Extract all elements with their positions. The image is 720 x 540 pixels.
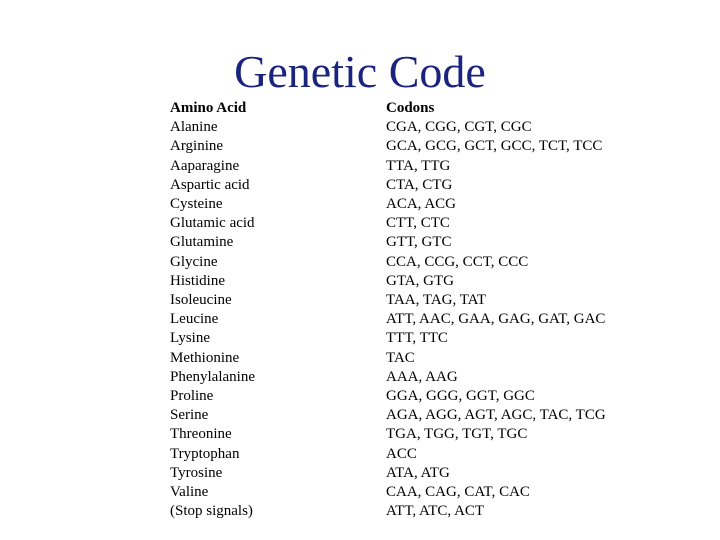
amino-acid-cell: Glutamic acid bbox=[170, 215, 255, 232]
codons-cell: TTA, TTG bbox=[386, 157, 451, 174]
amino-acid-cell: Alanine bbox=[170, 119, 218, 136]
amino-acid-cell: Tyrosine bbox=[170, 464, 223, 481]
codons-cell: GTA, GTG bbox=[386, 272, 454, 289]
amino-acid-cell: Aspartic acid bbox=[170, 176, 250, 193]
codons-cell: TAC bbox=[386, 349, 415, 366]
amino-acid-header: Amino Acid bbox=[170, 100, 247, 116]
codons-cell: ATA, ATG bbox=[386, 464, 450, 481]
codons-cell: ACA, ACG bbox=[386, 196, 457, 213]
codons-cell: GCA, GCG, GCT, GCC, TCT, TCC bbox=[386, 138, 603, 155]
codons-cell: ATT, AAC, GAA, GAG, GAT, GAC bbox=[386, 311, 606, 328]
amino-acid-cell: Serine bbox=[170, 407, 209, 424]
amino-acid-cell: Leucine bbox=[170, 311, 219, 328]
codons-cell: AAA, AAG bbox=[386, 368, 458, 385]
amino-acid-cell: Histidine bbox=[170, 272, 225, 289]
amino-acid-cell: Isoleucine bbox=[170, 292, 232, 309]
codons-cell: TAA, TAG, TAT bbox=[386, 292, 487, 309]
amino-acid-cell: Proline bbox=[170, 388, 214, 405]
amino-acid-cell: (Stop signals) bbox=[170, 503, 253, 520]
amino-acid-cell: Methionine bbox=[170, 349, 240, 366]
codons-cell: ACC bbox=[386, 445, 417, 462]
codons-header: Codons bbox=[386, 100, 435, 116]
codons-cell: GTT, GTC bbox=[386, 234, 452, 251]
amino-acid-cell: Valine bbox=[170, 484, 209, 501]
codons-cell: CAA, CAG, CAT, CAC bbox=[386, 484, 530, 501]
codons-cell: GGA, GGG, GGT, GGC bbox=[386, 388, 535, 405]
codons-cell: AGA, AGG, AGT, AGC, TAC, TCG bbox=[386, 407, 606, 424]
amino-acid-cell: Lysine bbox=[170, 330, 210, 347]
amino-acid-cell: Glutamine bbox=[170, 234, 234, 251]
codons-cell: CCA, CCG, CCT, CCC bbox=[386, 253, 529, 270]
amino-acid-cell: Glycine bbox=[170, 253, 218, 270]
codons-column bbox=[386, 99, 606, 521]
codons-cell: TGA, TGG, TGT, TGC bbox=[386, 426, 528, 443]
amino-acid-cell: Cysteine bbox=[170, 196, 223, 213]
amino-acid-cell: Aaparagine bbox=[170, 157, 240, 174]
amino-acid-cell: Threonine bbox=[170, 426, 232, 443]
slide-title: Genetic Code bbox=[234, 46, 486, 97]
amino-acid-column bbox=[170, 99, 255, 521]
amino-acid-cell: Phenylalanine bbox=[170, 368, 255, 385]
codons-cell: CTT, CTC bbox=[386, 215, 450, 232]
codons-cell: TTT, TTC bbox=[386, 330, 448, 347]
codons-cell: CGA, CGG, CGT, CGC bbox=[386, 119, 532, 136]
amino-acid-cell: Arginine bbox=[170, 138, 224, 155]
amino-acid-cell: Tryptophan bbox=[170, 445, 240, 462]
codons-cell: CTA, CTG bbox=[386, 176, 453, 193]
codons-cell: ATT, ATC, ACT bbox=[386, 503, 485, 520]
